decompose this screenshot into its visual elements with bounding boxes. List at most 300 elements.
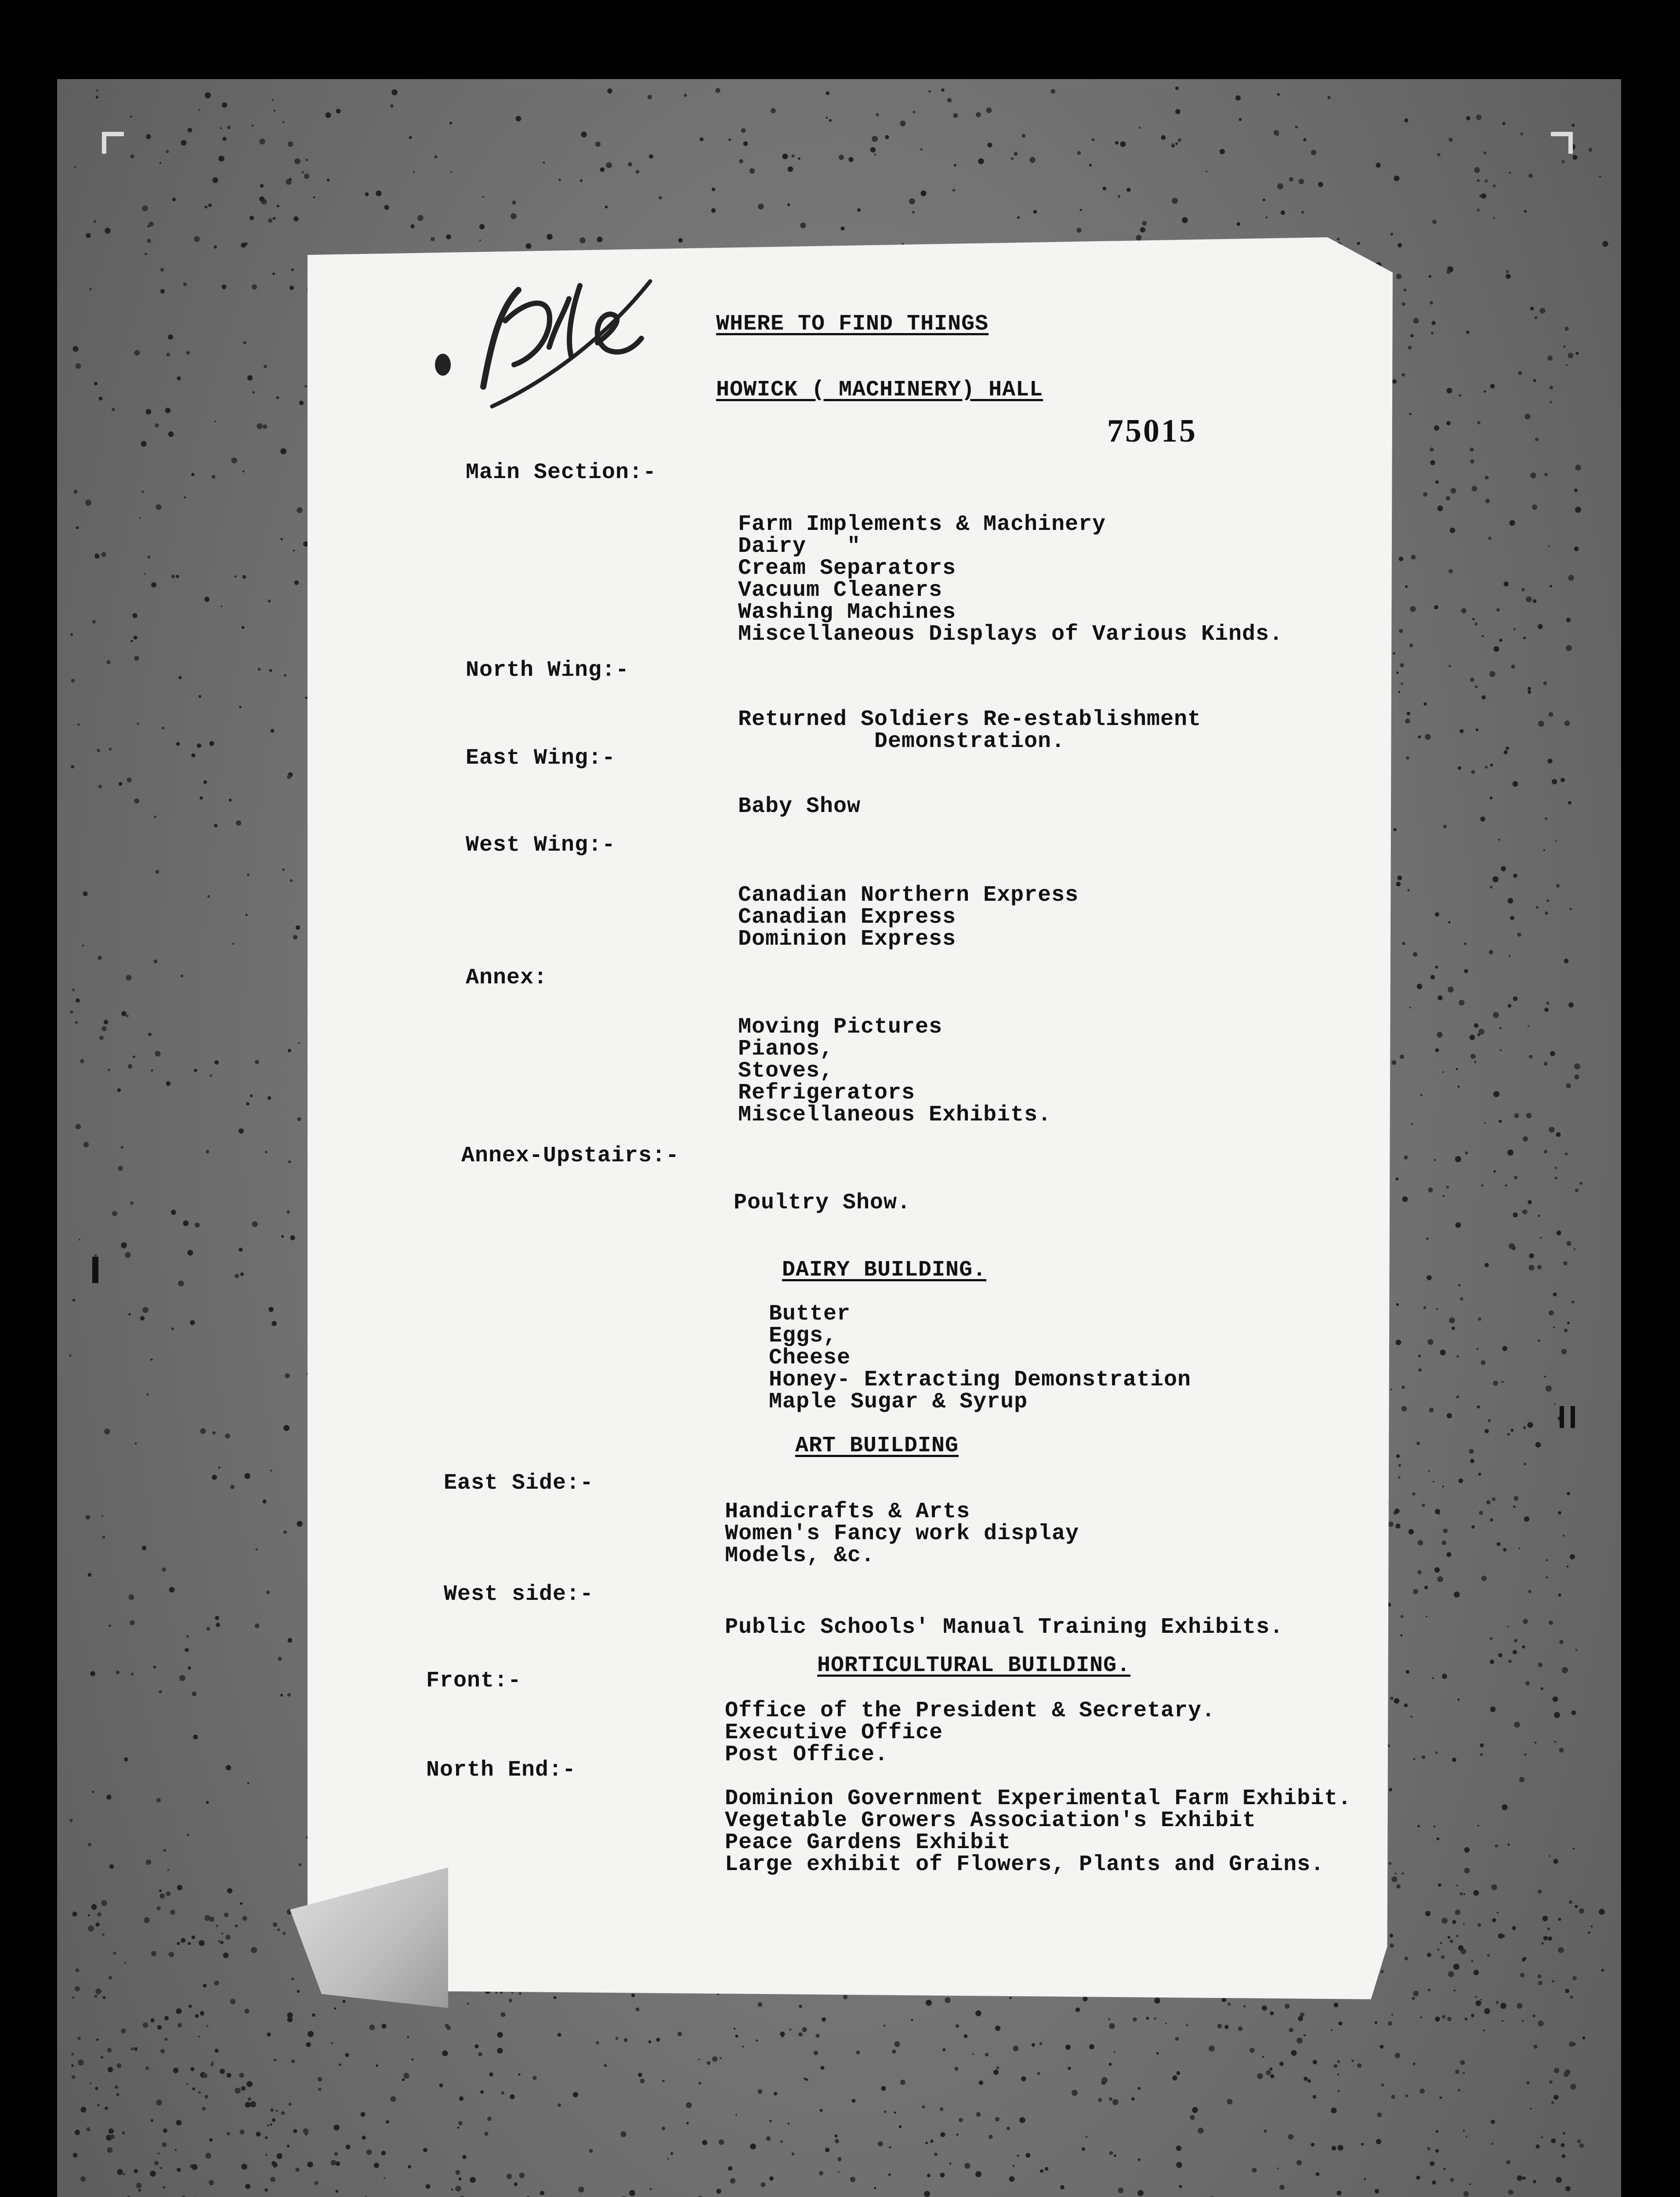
scan-speck: [839, 155, 844, 160]
scan-speck: [1460, 1297, 1463, 1301]
scan-speck: [223, 1953, 229, 1958]
scan-speck: [507, 2174, 512, 2179]
scan-speck: [1337, 2060, 1340, 2063]
scan-speck: [993, 2070, 999, 2075]
scan-speck: [86, 233, 91, 238]
scan-speck: [712, 188, 715, 191]
scan-speck: [231, 457, 237, 463]
scan-speck: [1458, 1086, 1460, 1088]
scan-speck: [1556, 2177, 1562, 2183]
scan-speck: [1464, 1847, 1470, 1853]
scan-speck: [1475, 685, 1478, 689]
scan-speck: [1529, 1265, 1535, 1271]
scan-speck: [1471, 2014, 1474, 2017]
scan-speck: [409, 136, 412, 139]
scan-speck: [1420, 2016, 1423, 2019]
scan-speck: [1318, 182, 1323, 187]
scan-speck: [1448, 665, 1451, 667]
scan-speck: [497, 2048, 503, 2054]
scan-speck: [1442, 1541, 1447, 1545]
scan-speck: [1546, 1577, 1548, 1579]
scan-speck: [1564, 959, 1568, 963]
scan-speck: [1156, 2052, 1159, 2055]
scan-speck: [1499, 1027, 1502, 1030]
scan-speck: [1524, 1463, 1526, 1465]
scan-speck: [1557, 1231, 1561, 1236]
scan-speck: [1513, 874, 1517, 877]
scan-speck: [739, 159, 743, 163]
scan-speck: [288, 1049, 291, 1052]
registration-mark-top-right: [1551, 132, 1573, 154]
scan-speck: [1488, 1419, 1491, 1422]
scan-speck: [141, 490, 144, 493]
scan-speck: [287, 2145, 290, 2147]
scan-speck: [954, 2066, 958, 2070]
scan-speck: [1432, 220, 1437, 224]
scan-speck: [1014, 152, 1017, 156]
scan-speck: [1568, 575, 1574, 580]
scan-speck: [177, 2023, 182, 2027]
list-item: Women's Fancy work display: [725, 1521, 1079, 1546]
scan-speck: [1296, 2160, 1302, 2166]
scan-speck: [700, 138, 704, 141]
scan-speck: [1402, 302, 1405, 306]
scan-speck: [163, 2128, 167, 2133]
scan-speck: [166, 150, 169, 153]
scan-speck: [1525, 414, 1531, 420]
scan-speck: [255, 1624, 260, 1628]
scan-speck: [1514, 1639, 1517, 1642]
scan-speck: [1376, 163, 1380, 167]
scan-speck: [199, 796, 203, 799]
scan-speck: [1478, 1473, 1481, 1476]
scan-speck: [616, 2037, 618, 2040]
scan-speck: [1543, 1062, 1547, 1066]
scan-speck: [1526, 1113, 1532, 1119]
scan-speck: [1404, 118, 1408, 122]
scan-speck: [1555, 1177, 1557, 1179]
scan-speck: [606, 162, 612, 168]
scan-speck: [72, 346, 78, 352]
scan-speck: [1388, 2021, 1392, 2026]
scan-speck: [1575, 1905, 1578, 1908]
scan-speck: [139, 517, 141, 519]
scan-speck: [1316, 2172, 1320, 2176]
scan-speck: [168, 334, 173, 340]
scan-speck: [1037, 2072, 1040, 2075]
scan-speck: [926, 2000, 932, 2006]
scan-speck: [532, 2076, 536, 2080]
scan-speck: [413, 171, 415, 173]
scan-speck: [952, 189, 955, 192]
scan-speck: [225, 1935, 230, 1940]
scan-speck: [1409, 644, 1413, 647]
scan-speck: [899, 2125, 902, 2128]
scan-speck: [77, 723, 80, 726]
scan-speck: [1455, 1156, 1461, 1162]
scan-speck: [604, 2064, 607, 2067]
scan-speck: [1281, 210, 1285, 215]
scan-speck: [80, 1059, 84, 1063]
scan-speck: [1291, 2050, 1296, 2056]
scan-speck: [266, 1591, 270, 1594]
scan-speck: [190, 1320, 195, 1325]
scan-speck: [1411, 1716, 1413, 1718]
scan-speck: [230, 1485, 235, 1489]
scan-speck: [1459, 1892, 1463, 1895]
scan-speck: [1098, 2098, 1102, 2102]
scan-speck: [1544, 1150, 1547, 1153]
scan-speck: [1567, 1566, 1569, 1568]
scan-speck: [1530, 472, 1536, 478]
scan-speck: [162, 2143, 167, 2147]
scan-speck: [245, 2184, 250, 2189]
scan-speck: [326, 112, 331, 118]
scan-speck: [1427, 1339, 1433, 1345]
scan-speck: [1533, 2045, 1537, 2048]
scan-speck: [558, 2103, 561, 2107]
list-item: Miscellaneous Exhibits.: [738, 1102, 1052, 1128]
scan-speck: [272, 1321, 277, 1326]
scan-speck: [1429, 275, 1432, 278]
scan-speck: [1485, 499, 1490, 503]
scan-speck: [1484, 1263, 1489, 1267]
scan-speck: [212, 177, 218, 183]
scan-speck: [1408, 1529, 1414, 1535]
scan-speck: [268, 599, 271, 602]
scan-speck: [268, 1096, 271, 1100]
scan-speck: [1436, 1308, 1438, 1310]
scan-speck: [1514, 1496, 1519, 1501]
scan-speck: [1500, 2003, 1506, 2009]
scan-speck: [130, 640, 133, 642]
scan-speck: [1017, 216, 1020, 219]
scan-speck: [1376, 2139, 1381, 2144]
scan-speck: [1484, 1122, 1486, 1124]
scan-speck: [117, 1088, 121, 1092]
scan-speck: [1456, 1068, 1458, 1070]
scan-speck: [1582, 2037, 1586, 2040]
scan-speck: [1422, 1504, 1425, 1507]
scan-speck: [1570, 1554, 1575, 1559]
scan-speck: [497, 2032, 503, 2037]
scan-speck: [1543, 1936, 1548, 1941]
scan-speck: [843, 1995, 847, 1999]
scan-speck: [758, 2089, 763, 2094]
scan-speck: [1430, 301, 1433, 305]
scan-speck: [1458, 1945, 1463, 1950]
scan-speck: [212, 475, 216, 479]
art-building-heading: ART BUILDING: [795, 1433, 959, 1458]
scan-speck: [735, 2114, 737, 2116]
scan-speck: [1574, 547, 1579, 551]
scan-speck: [280, 448, 286, 454]
scan-speck: [1508, 898, 1513, 904]
scan-speck: [1402, 1196, 1408, 1202]
scan-speck: [1395, 1873, 1397, 1874]
scan-speck: [479, 239, 481, 241]
scan-speck: [199, 1940, 205, 1946]
scan-speck: [940, 2173, 945, 2178]
section-label: West Wing:-: [466, 833, 616, 858]
scan-speck: [239, 1128, 244, 1134]
scan-speck: [1389, 1788, 1392, 1791]
scan-speck: [799, 2005, 802, 2008]
registration-mark-top-left: [102, 132, 124, 154]
scan-speck: [1391, 2095, 1395, 2099]
scan-speck: [345, 2053, 349, 2057]
scan-speck: [1528, 1200, 1532, 1204]
scan-speck: [390, 2096, 396, 2102]
scan-speck: [1484, 1429, 1489, 1433]
scan-speck: [884, 2110, 887, 2113]
list-item: Refrigerators: [738, 1080, 916, 1106]
scan-speck: [1513, 997, 1518, 1001]
list-item: Office of the President & Secretary.: [725, 1698, 1216, 1723]
scan-speck: [1563, 2132, 1565, 2135]
scan-speck: [678, 238, 683, 243]
scan-speck: [1417, 1825, 1420, 1827]
scan-speck: [140, 1316, 145, 1320]
scan-speck: [257, 423, 263, 429]
scan-speck: [426, 2184, 431, 2189]
scan-speck: [1490, 1660, 1494, 1664]
scan-speck: [1562, 2154, 1566, 2158]
scan-speck: [788, 2123, 789, 2124]
scan-speck: [222, 137, 226, 141]
scan-speck: [200, 2011, 204, 2016]
scan-speck: [132, 613, 137, 618]
scan-speck: [101, 1515, 103, 1517]
scan-speck: [442, 2050, 448, 2056]
scan-speck: [1565, 1989, 1569, 1993]
scan-speck: [1435, 1751, 1438, 1754]
scan-speck: [1039, 2042, 1043, 2045]
scan-speck: [109, 1976, 112, 1980]
scan-speck: [1108, 2063, 1112, 2066]
scan-speck: [128, 1313, 131, 1316]
scan-speck: [1451, 488, 1456, 494]
scan-speck: [376, 2064, 378, 2067]
scan-speck: [1375, 2021, 1377, 2024]
scan-speck: [206, 1150, 209, 1153]
scan-speck: [822, 2017, 826, 2022]
scan-speck: [656, 2038, 660, 2042]
scan-speck: [188, 128, 192, 132]
scan-speck: [707, 2061, 711, 2065]
scan-speck: [1391, 1876, 1397, 1882]
scan-speck: [543, 162, 545, 164]
scan-speck: [1402, 1873, 1404, 1874]
scan-speck: [134, 656, 139, 660]
scan-speck: [130, 154, 134, 159]
scan-speck: [1331, 2029, 1332, 2031]
scan-speck: [1513, 1212, 1517, 1217]
list-item: Miscellaneous Displays of Various Kinds.: [738, 622, 1283, 647]
scan-speck: [1502, 1804, 1508, 1810]
scan-speck: [1545, 817, 1547, 820]
scan-speck: [308, 2031, 314, 2037]
scan-speck: [1509, 955, 1510, 957]
scan-speck: [1552, 779, 1557, 784]
scan-speck: [224, 1913, 228, 1917]
scan-speck: [1434, 425, 1439, 431]
scan-speck: [117, 2063, 122, 2068]
scan-speck: [996, 2066, 999, 2070]
scan-speck: [629, 163, 631, 165]
scan-speck: [826, 117, 828, 119]
scan-speck: [1544, 473, 1548, 476]
scan-speck: [188, 1666, 191, 1669]
scan-speck: [1508, 1004, 1511, 1008]
scan-speck: [1396, 1303, 1399, 1306]
scan-speck: [1503, 581, 1508, 586]
scan-speck: [148, 1033, 152, 1036]
scan-speck: [1466, 116, 1470, 120]
scan-speck: [909, 198, 915, 204]
scan-speck: [1551, 2139, 1556, 2143]
scan-speck: [235, 576, 237, 578]
scan-speck: [252, 2103, 254, 2106]
scan-speck: [930, 2139, 934, 2143]
scan-speck: [1548, 759, 1553, 764]
scan-speck: [245, 914, 247, 916]
scan-speck: [1072, 2090, 1078, 2096]
scan-speck: [242, 626, 245, 629]
scan-speck: [1279, 2185, 1285, 2190]
scan-speck: [1437, 1576, 1443, 1582]
scan-speck: [89, 288, 92, 290]
scan-speck: [71, 2053, 74, 2056]
scan-speck: [579, 237, 586, 243]
scan-speck: [297, 1990, 300, 1993]
scan-speck: [1508, 2190, 1513, 2195]
scan-speck: [225, 1433, 230, 1439]
scan-speck: [164, 2037, 167, 2041]
scan-speck: [1411, 1123, 1413, 1125]
scan-speck: [306, 2042, 311, 2047]
scan-speck: [1126, 188, 1131, 192]
scan-speck: [789, 2028, 791, 2030]
scan-speck: [1435, 1048, 1439, 1052]
scan-speck: [318, 2077, 322, 2082]
scan-speck: [157, 2025, 162, 2030]
scan-speck: [116, 2093, 119, 2096]
scan-speck: [698, 2059, 700, 2060]
scan-speck: [1549, 712, 1553, 717]
scan-speck: [1525, 1681, 1530, 1686]
scan-speck: [150, 2018, 154, 2022]
scan-speck: [1533, 2015, 1535, 2017]
scan-speck: [156, 2099, 162, 2105]
scan-speck: [1138, 2087, 1141, 2090]
scan-speck: [331, 2042, 333, 2045]
scan-speck: [1395, 1523, 1400, 1528]
scan-speck: [1538, 1663, 1542, 1667]
scan-speck: [1013, 2046, 1019, 2052]
scan-speck: [1549, 1310, 1554, 1316]
list-item: Demonstration.: [738, 729, 1065, 754]
scan-speck: [1389, 1862, 1392, 1865]
scan-speck: [1437, 506, 1443, 511]
scan-speck: [1500, 1049, 1502, 1051]
scan-speck: [408, 2165, 411, 2168]
scan-speck: [118, 1166, 123, 1171]
scan-speck: [742, 2046, 744, 2048]
scan-speck: [1456, 1396, 1459, 1399]
scan-speck: [455, 2186, 461, 2191]
scan-speck: [636, 170, 640, 174]
scan-speck: [1561, 160, 1564, 163]
scan-speck: [1375, 2189, 1379, 2193]
scan-speck: [211, 2063, 214, 2066]
scan-speck: [129, 1595, 134, 1600]
scan-speck: [369, 2025, 375, 2030]
scan-speck: [188, 1942, 191, 1945]
scan-speck: [200, 1428, 206, 1434]
scan-speck: [1530, 2108, 1532, 2110]
scan-speck: [109, 1864, 114, 1869]
scan-speck: [1535, 438, 1539, 441]
scan-speck: [285, 1373, 290, 1378]
scan-speck: [1418, 1540, 1423, 1545]
scan-speck: [1572, 1976, 1577, 1980]
scan-speck: [1561, 2143, 1564, 2147]
scan-speck: [1337, 2191, 1342, 2196]
scan-speck: [198, 2091, 201, 2094]
scan-speck: [798, 157, 800, 160]
scan-speck: [1331, 2107, 1336, 2113]
scan-speck: [141, 441, 146, 446]
scan-speck: [1469, 2183, 1471, 2185]
scan-speck: [86, 1515, 91, 1520]
scan-speck: [98, 785, 102, 788]
scan-speck: [95, 1922, 99, 1926]
scan-speck: [1538, 624, 1543, 629]
scan-speck: [281, 1235, 284, 1238]
scan-speck: [1437, 1838, 1440, 1841]
scan-speck: [183, 1221, 189, 1226]
scan-speck: [758, 2002, 763, 2007]
scan-speck: [1303, 2077, 1307, 2081]
scan-speck: [1338, 2145, 1343, 2151]
scan-speck: [620, 2131, 626, 2137]
scan-speck: [1481, 695, 1486, 700]
scan-speck: [826, 91, 830, 95]
scan-speck: [1289, 2028, 1294, 2033]
scan-speck: [1146, 2017, 1149, 2020]
scan-speck: [1523, 1619, 1528, 1624]
horticultural-building-heading: HORTICULTURAL BUILDING.: [817, 1653, 1131, 1678]
scan-speck: [134, 350, 140, 356]
scan-speck: [1566, 1083, 1571, 1088]
scan-speck: [410, 224, 414, 228]
scan-speck: [150, 1358, 152, 1360]
scan-speck: [142, 1307, 148, 1313]
scan-speck: [1570, 1995, 1573, 1998]
scan-speck: [1535, 1742, 1536, 1744]
scan-speck: [239, 2073, 244, 2077]
scan-speck: [1518, 371, 1522, 375]
scan-speck: [1553, 1293, 1557, 1297]
scan-speck: [301, 171, 304, 173]
scan-speck: [1541, 1687, 1543, 1690]
scan-speck: [1424, 1586, 1428, 1589]
scan-speck: [211, 2061, 214, 2063]
scan-speck: [1510, 916, 1514, 920]
scan-speck: [1568, 801, 1571, 805]
scan-speck: [1456, 1355, 1459, 1358]
